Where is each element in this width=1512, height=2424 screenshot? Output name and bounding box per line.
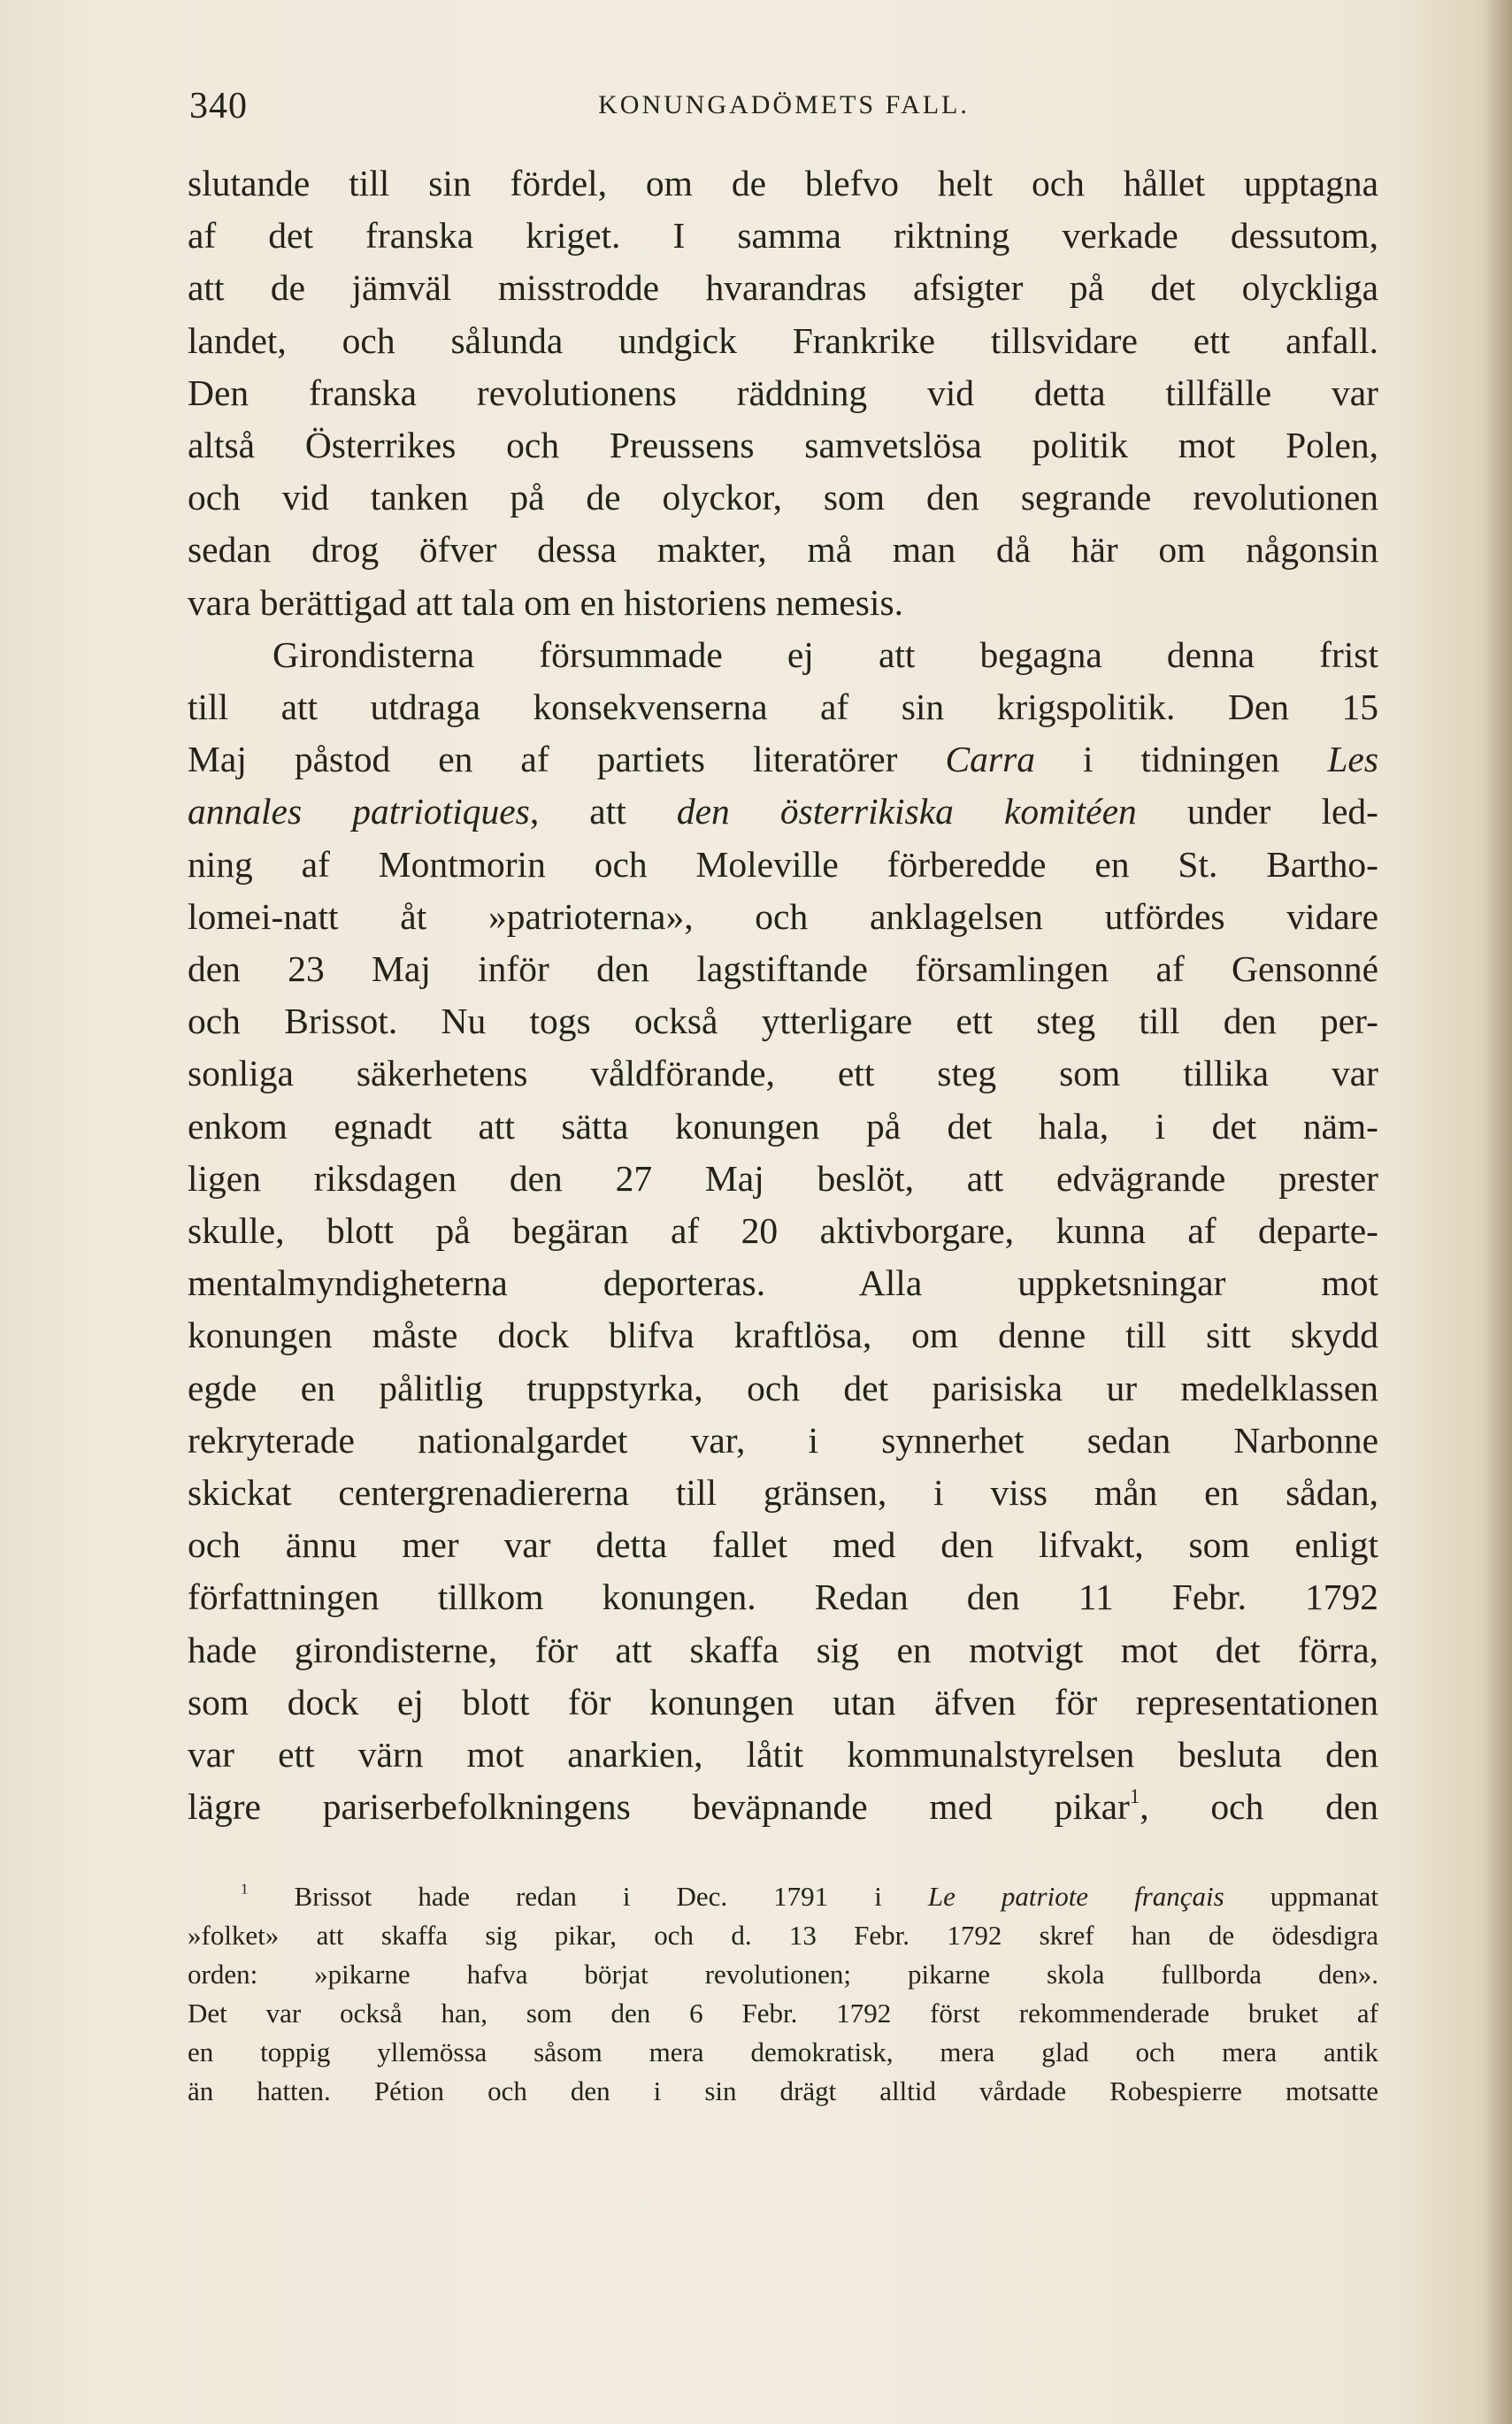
text-line: författningen tillkom konungen. Redan den 11 Febr. 1792	[188, 1576, 1378, 1618]
italic-title-annales: annales patriotiques	[188, 791, 530, 832]
text-line: rekryterade nationalgardet var, i synnerhet sedan Narbonne	[188, 1419, 1378, 1461]
text-run: , att	[529, 791, 677, 832]
italic-title-les: Les	[1327, 739, 1378, 780]
footnote-line: »folket» att skaffa sig pikar, och d. 13 Febr. 1792 skref han de ödesdigra	[188, 1920, 1378, 1951]
text-line: konungen måste dock blifva kraftlösa, om denne till sitt skydd	[188, 1315, 1378, 1356]
text-line: ligen riksdagen den 27 Maj beslöt, att edvägrande prester	[188, 1157, 1378, 1199]
text-run: Brissot hade redan i Dec. 1791 i	[248, 1881, 928, 1912]
text-run: Maj påstod en af partiets literatörer	[188, 739, 946, 780]
footnote-line	[188, 1877, 1378, 1916]
text-line	[188, 733, 1378, 786]
footnote-reference[interactable]: 1	[1129, 1785, 1140, 1808]
text-line	[188, 1781, 1378, 1833]
text-line: vara berättigad att tala om en historiens nemesis.	[188, 581, 903, 623]
text-line: som dock ej blott för konungen utan äfven för representationen	[188, 1681, 1378, 1722]
text-line: den 23 Maj inför den lagstiftande församlingen af Gensonné	[188, 948, 1378, 990]
text-line: skickat centergrenadiererna till gränsen, i viss mån en sådan,	[188, 1472, 1378, 1514]
text-line: lomei-natt åt »patrioterna», och anklagelsen utfördes vidare	[188, 895, 1378, 937]
text-line: Den franska revolutionens räddning vid detta tillfälle var	[188, 372, 1378, 413]
footnote-line: än hatten. Pétion och den i sin drägt alltid vårdade Robespierre motsatte	[188, 2075, 1378, 2106]
text-line: ning af Montmorin och Moleville förberedde en St. Bartho-	[188, 843, 1378, 885]
italic-title-le-patriote: Le patriote français	[927, 1881, 1224, 1912]
body-text	[188, 157, 1378, 1834]
text-line: och ännu mer var detta fallet med den lifvakt, som enligt	[188, 1524, 1378, 1566]
footnote-line: Det var också han, som den 6 Febr. 1792 först rekommenderade bruket af	[188, 1998, 1378, 2029]
italic-phrase-komiteen: den österrikiska komitéen	[676, 791, 1137, 832]
text-line: och vid tanken på de olyckor, som den segrande revolutionen	[188, 477, 1378, 518]
text-line: sonliga säkerhetens våldförande, ett steg som tillika var	[188, 1053, 1378, 1094]
text-line: landet, och sålunda undgick Frankrike tillsvidare ett anfall.	[188, 319, 1378, 361]
text-line: Girondisterna försummade ej att begagna denna frist	[272, 633, 1378, 675]
text-line: hade girondisterne, för att skaffa sig en motvigt mot det förra,	[188, 1629, 1378, 1670]
text-line: slutande till sin fördel, om de blefvo helt och hållet upptagna	[188, 163, 1378, 203]
text-line: mentalmyndigheterna deporteras. Alla uppketsningar mot	[188, 1262, 1378, 1304]
text-line: sedan drog öfver dessa makter, må man då här om någonsin	[188, 529, 1378, 571]
text-line: altså Österrikes och Preussens samvetslösa politik mot Polen,	[188, 425, 1378, 466]
text-line: att de jämväl misstrodde hvarandras afsigter på det olyckliga	[188, 267, 1378, 309]
page-header	[189, 85, 1378, 138]
text-line	[188, 786, 1378, 838]
text-line: af det franska kriget. I samma riktning verkade dessutom,	[188, 215, 1378, 257]
text-line: och Brissot. Nu togs också ytterligare ett steg till den per-	[188, 1001, 1378, 1042]
footnote-marker: 1	[241, 1880, 249, 1898]
page-number: 340	[189, 86, 248, 127]
page-edge-shadow	[1482, 0, 1512, 2424]
text-run: i tidningen	[1034, 739, 1328, 780]
text-run: lägre pariserbefolkningens beväpnande med pikar	[188, 1786, 1130, 1828]
text-line: var ett värn mot anarkien, låtit kommunalstyrelsen besluta den	[188, 1734, 1378, 1776]
text-run: under led-	[1136, 791, 1378, 832]
footnote-line: en toppig yllemössa såsom mera demokratisk, mera glad och mera antik	[188, 2037, 1378, 2067]
text-line: enkom egnadt att sätta konungen på det hala, i det näm-	[188, 1105, 1378, 1147]
text-run: uppmanat	[1224, 1881, 1378, 1912]
footnote-line: orden: »pikarne hafva börjat revolutionen; pikarne skola fullborda den».	[188, 1959, 1378, 1990]
text-run: , och den	[1140, 1786, 1378, 1828]
text-line: till att utdraga konsekvenserna af sin krigspolitik. Den 15	[188, 687, 1378, 728]
footnote	[188, 1877, 1378, 2111]
running-head: KONUNGADÖMETS FALL.	[598, 90, 970, 119]
text-line: skulle, blott på begäran af 20 aktivborgare, kunna af departe-	[188, 1210, 1378, 1252]
italic-name-carra: Carra	[945, 739, 1035, 780]
text-line: egde en pålitlig truppstyrka, och det parisiska ur medelklassen	[188, 1367, 1378, 1408]
